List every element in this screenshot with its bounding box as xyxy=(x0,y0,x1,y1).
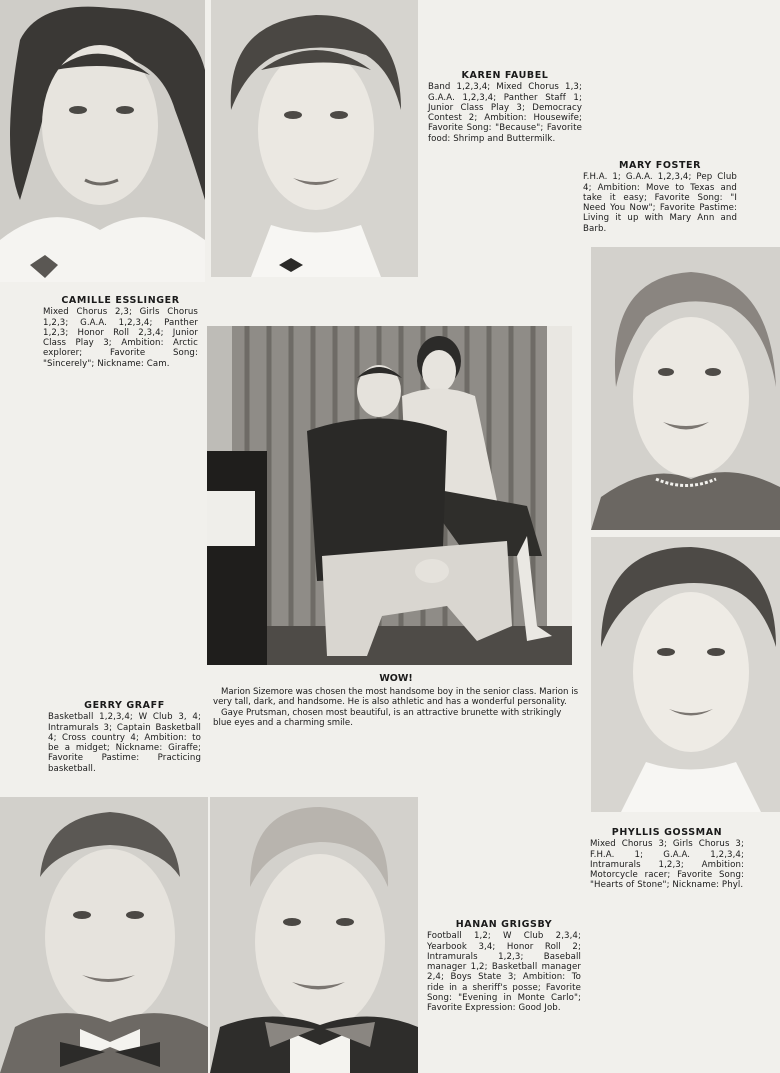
student-activities: Mixed Chorus 2,3; Girls Chorus 1,2,3; G.A.A. 1,2,3,4; Panther 1,2,3; Honor Roll 2,3,4; Junior Class Play 3; Ambition: Arctic explorer; Favorite Song: "Sincerely"; Nickname: Cam. xyxy=(43,307,198,369)
portrait-photo-karen-faubel xyxy=(211,0,418,277)
student-name: PHYLLIS GOSSMAN xyxy=(611,827,723,838)
student-activities: Band 1,2,3,4; Mixed Chorus 1,3; G.A.A. 1,2,3,4; Panther Staff 1; Junior Class Play 3; Democracy Contest 2; Ambition: Housewife; Favorite Song: "Because"; Favorite food: Shrimp and Buttermilk. xyxy=(428,82,582,144)
student-bio-phyllis-gossman xyxy=(590,828,744,891)
caption-title: WOW! xyxy=(379,673,413,684)
student-name: MARY FOSTER xyxy=(618,160,702,171)
student-activities: Mixed Chorus 3; Girls Chorus 3; F.H.A. 1; G.A.A. 1,2,3,4; Intramurals 1,2,3; Ambition: Motorcycle racer; Favorite Song: "Hearts of Stone"; Nickname: Phyl. xyxy=(590,839,744,891)
student-name: HANAN GRIGSBY xyxy=(455,919,553,930)
student-name: GERRY GRAFF xyxy=(84,700,165,711)
caption-paragraph-most-handsome: Marion Sizemore was chosen the most handsome boy in the senior class. Marion is very tall, dark, and handsome. He is also athletic and has a wonderful personality. xyxy=(213,686,579,707)
portrait-photo-hanan-grigsby xyxy=(210,797,418,1073)
student-activities: Basketball 1,2,3,4; W Club 3, 4; Intramurals 3; Captain Basketball 4; Cross country 4; Ambition: to be a midget; Nickname: Giraffe; Favorite Pastime: Practicing basketball. xyxy=(48,712,201,774)
group-photo-most-handsome-most-beautiful xyxy=(207,326,572,665)
caption-paragraph-most-beautiful: Gaye Prutsman, chosen most beautiful, is an attractive brunette with strikingly blue eyes and a charming smile. xyxy=(213,707,562,728)
student-activities: F.H.A. 1; G.A.A. 1,2,3,4; Pep Club 4; Ambition: Move to Texas and take it easy; Favorite Song: "I Need You Now"; Favorite Pastime: Living it up with Mary Ann and Barb. xyxy=(583,172,737,234)
student-name: KAREN FAUBEL xyxy=(461,70,549,81)
student-activities: Football 1,2; W Club 2,3,4; Yearbook 3,4; Honor Roll 2; Intramurals 1,2,3; Baseball manager 1,2; Basketball manager 2,4; Boys State 3; Ambition: To ride in a sheriff's posse; Favorite Song: "Evening in Monte Carlo"; Favorite Expression: Good Job. xyxy=(427,931,581,1014)
portrait-photo-mary-foster xyxy=(591,247,780,530)
student-bio-mary-foster xyxy=(583,161,737,234)
student-bio-camille-esslinger xyxy=(43,296,198,369)
portrait-photo-gerry-graff xyxy=(0,797,208,1073)
student-bio-gerry-graff xyxy=(48,701,201,774)
portrait-photo-camille-esslinger xyxy=(0,0,205,282)
student-bio-karen-faubel xyxy=(428,71,582,144)
portrait-photo-phyllis-gossman xyxy=(591,537,780,812)
group-photo-caption xyxy=(213,674,579,729)
student-bio-hanan-grigsby xyxy=(427,920,581,1014)
student-name: CAMILLE ESSLINGER xyxy=(61,295,180,306)
